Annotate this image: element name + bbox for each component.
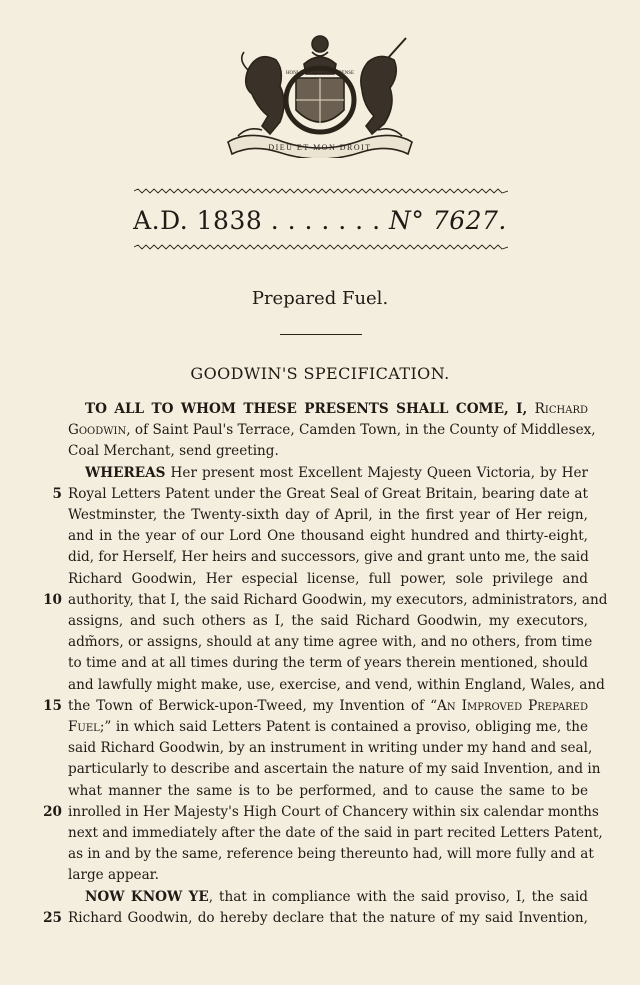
text-line: TO ALL TO WHOM THESE PRESENTS SHALL COME, I, Richard <box>85 401 588 417</box>
text-line: particularly to describe and ascertain the nature of my said Invention, and in <box>68 761 601 778</box>
header-dots: . . . . . . . <box>270 206 381 235</box>
text-line: next and immediately after the date of the said in part recited Letters Patent, <box>68 825 603 842</box>
text-line: said Richard Goodwin, by an instrument in writing under my hand and seal, <box>68 740 593 757</box>
specification-heading: GOODWIN'S SPECIFICATION. <box>190 364 450 383</box>
text-line: and in the year of our Lord One thousand eight hundred and thirty-eight, <box>68 528 588 545</box>
line-number: 5 <box>52 485 62 502</box>
text-line: Royal Letters Patent under the Great Seal of Great Britain, bearing date at <box>68 485 588 502</box>
royal-coat-of-arms-icon <box>218 30 422 158</box>
garter-motto: HONI SOIT QUI MAL Y PENSE <box>285 71 355 76</box>
text-line: authority, that I, the said Richard Goodwin, my executors, administrators, and <box>68 591 608 608</box>
text-line: as in and by the same, reference being thereunto had, will more fully and at <box>68 846 594 863</box>
patent-header <box>0 206 640 235</box>
ornamental-rule-top <box>134 188 508 194</box>
text-line: Goodwin, of Saint Paul's Terrace, Camden Town, in the County of Middlesex, <box>68 422 596 439</box>
line-number: 10 <box>43 591 62 608</box>
text-line: the Town of Berwick-upon-Tweed, my Invention of “An Improved Prepared <box>68 697 588 714</box>
text-line: adm̃ors, or assigns, should at any time agree with, and no others, from time <box>68 634 593 651</box>
text-line: to time and at all times during the term of years therein mentioned, should <box>68 655 588 672</box>
patent-year: A.D. 1838 <box>133 206 263 235</box>
title-divider <box>280 334 362 335</box>
text-line: Coal Merchant, send greeting. <box>68 443 279 460</box>
text-line: and lawfully might make, use, exercise, and vend, within England, Wales, and <box>68 676 605 693</box>
patent-number: N° 7627. <box>388 206 507 235</box>
text-line: Richard Goodwin, do hereby declare that the nature of my said Invention, <box>68 909 588 926</box>
line-number: 15 <box>43 697 62 714</box>
text-line: did, for Herself, Her heirs and successors, give and grant unto me, the said <box>68 549 589 566</box>
specification-body <box>68 399 608 929</box>
text-line: NOW KNOW YE, that in compliance with the said proviso, I, the said <box>85 888 588 905</box>
document-title: Prepared Fuel. <box>251 288 389 309</box>
text-line: large appear. <box>68 867 160 884</box>
line-number: 20 <box>43 803 62 820</box>
text-line: Westminster, the Twenty-sixth day of April, in the first year of Her reign, <box>68 507 588 524</box>
ornamental-rule-bottom <box>134 244 508 250</box>
text-line: inrolled in Her Majesty's High Court of Chancery within six calendar months <box>68 803 599 820</box>
crest-motto: DIEU ET MON DROIT <box>268 143 372 152</box>
text-line: WHEREAS Her present most Excellent Majesty Queen Victoria, by Her <box>85 464 588 481</box>
line-number: 25 <box>43 909 62 926</box>
text-line: assigns, and such others as I, the said Richard Goodwin, my executors, <box>68 613 588 630</box>
text-line: Fuel;” in which said Letters Patent is contained a proviso, obliging me, the <box>68 719 588 736</box>
text-line: what manner the same is to be performed, and to cause the same to be <box>68 782 588 799</box>
text-line: Richard Goodwin, Her especial license, full power, sole privilege and <box>68 570 588 587</box>
